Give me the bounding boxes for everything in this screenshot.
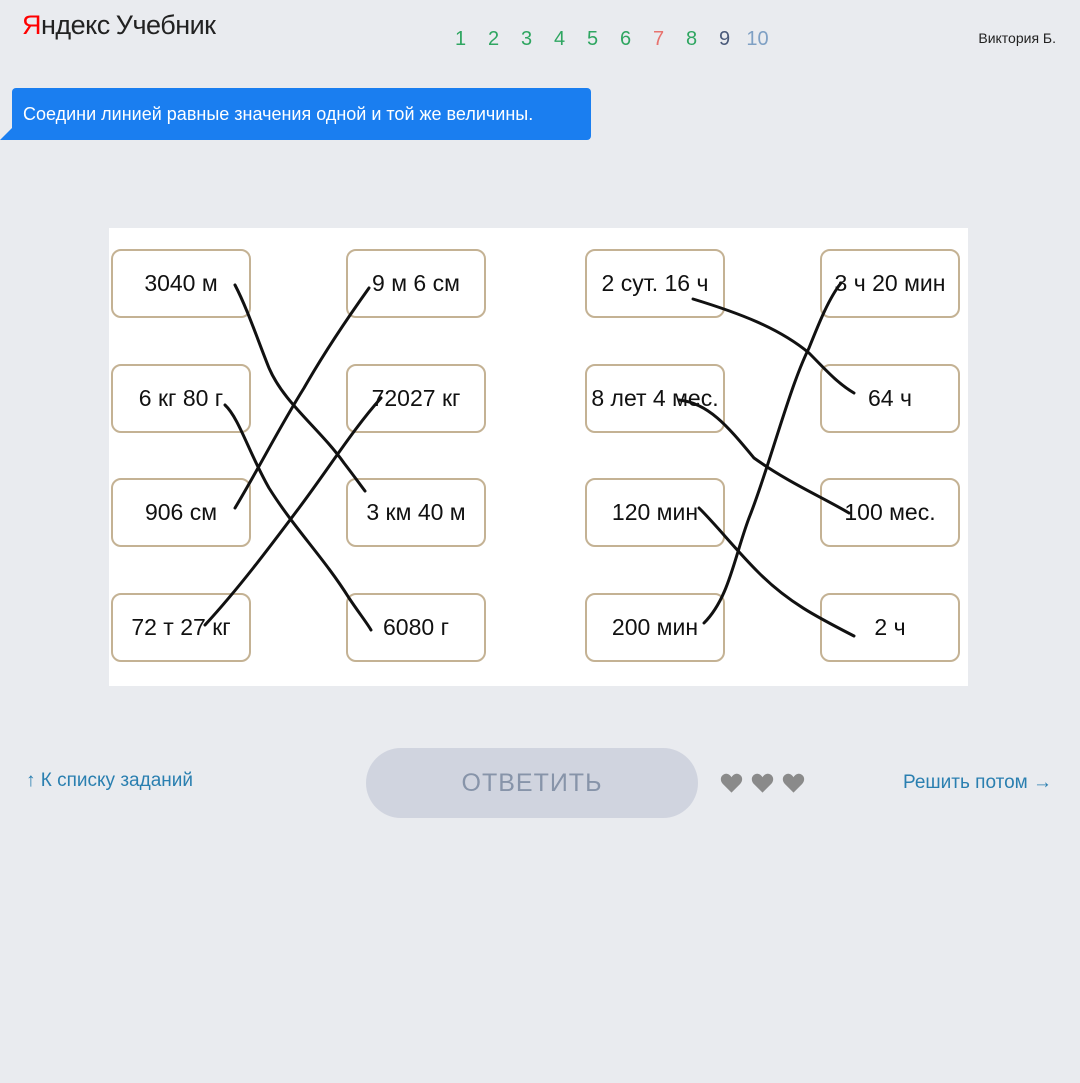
- card-col3-row3[interactable]: 120 мин: [585, 478, 725, 547]
- heart-icon: [751, 772, 774, 794]
- lives-indicator: [720, 772, 805, 794]
- logo-brand: Яндекс: [22, 10, 110, 40]
- card-col1-row1[interactable]: 3040 м: [111, 249, 251, 318]
- task-number-2[interactable]: 2: [487, 28, 500, 50]
- back-to-task-list-link[interactable]: ↑ К списку заданий: [26, 770, 193, 791]
- task-number-3[interactable]: 3: [520, 28, 533, 50]
- card-col4-row1[interactable]: 3 ч 20 мин: [820, 249, 960, 318]
- card-col2-row2[interactable]: 72027 кг: [346, 364, 486, 433]
- task-number-6[interactable]: 6: [619, 28, 632, 50]
- card-col1-row3[interactable]: 906 см: [111, 478, 251, 547]
- card-col2-row3[interactable]: 3 км 40 м: [346, 478, 486, 547]
- card-col1-row4[interactable]: 72 т 27 кг: [111, 593, 251, 662]
- solve-later-link[interactable]: Решить потом →: [903, 772, 1052, 793]
- yandex-uchebnik-logo[interactable]: [22, 10, 216, 41]
- task-number-8[interactable]: 8: [685, 28, 698, 50]
- heart-icon: [782, 772, 805, 794]
- card-col1-row2[interactable]: 6 кг 80 г: [111, 364, 251, 433]
- heart-icon: [720, 772, 743, 794]
- card-col3-row4[interactable]: 200 мин: [585, 593, 725, 662]
- task-instruction: Соедини линией равные значения одной и той же величины.: [12, 88, 591, 140]
- task-number-5[interactable]: 5: [586, 28, 599, 50]
- task-number-nav: [444, 28, 774, 51]
- task-number-1[interactable]: 1: [454, 28, 467, 50]
- card-col2-row4[interactable]: 6080 г: [346, 593, 486, 662]
- card-col3-row1[interactable]: 2 сут. 16 ч: [585, 249, 725, 318]
- task-number-10[interactable]: 10: [746, 28, 769, 50]
- card-col4-row3[interactable]: 100 мес.: [820, 478, 960, 547]
- line-200min-to-3h20min: [704, 283, 841, 623]
- task-number-4[interactable]: 4: [553, 28, 566, 50]
- logo-product: Учебник: [115, 10, 216, 40]
- card-col2-row1[interactable]: 9 м 6 см: [346, 249, 486, 318]
- task-number-9[interactable]: 9: [718, 28, 731, 50]
- card-col4-row2[interactable]: 64 ч: [820, 364, 960, 433]
- card-col3-row2[interactable]: 8 лет 4 мес.: [585, 364, 725, 433]
- card-col4-row4[interactable]: 2 ч: [820, 593, 960, 662]
- answer-button[interactable]: ОТВЕТИТЬ: [366, 748, 698, 818]
- matching-panel: [109, 228, 968, 686]
- task-number-7[interactable]: 7: [652, 28, 665, 50]
- user-name[interactable]: Виктория Б.: [978, 30, 1056, 46]
